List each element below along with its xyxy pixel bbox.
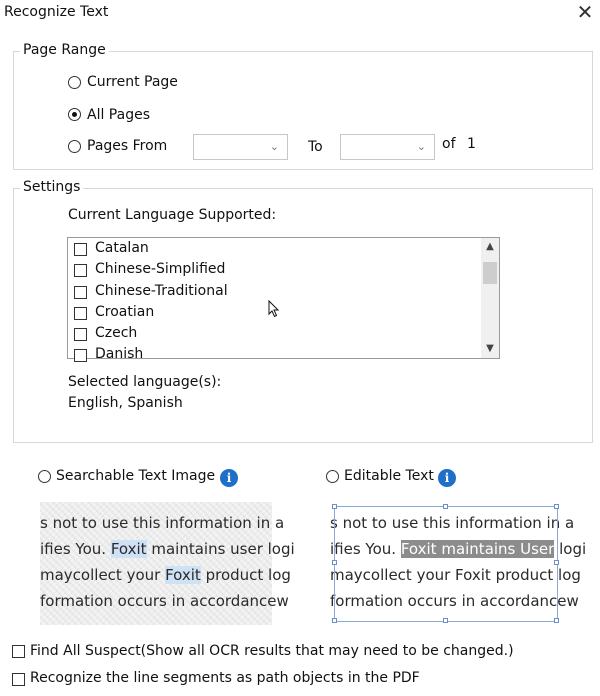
preview-text: logi [554, 540, 587, 558]
pages-from-select[interactable] [193, 134, 288, 160]
preview-line: formation occurs in accordancew [40, 592, 289, 610]
editable-preview-image [330, 502, 587, 625]
find-all-suspect-label[interactable]: Find All Suspect(Show all OCR results that may need to be changed.) [30, 643, 514, 659]
selection-handle [554, 504, 559, 509]
searchable-text-image-label[interactable]: Searchable Text Image [56, 468, 216, 484]
preview-text: product log [200, 566, 291, 584]
preview-line: maycollect your Foxit product log [330, 566, 581, 584]
languages-header: Current Language Supported: [68, 207, 277, 223]
chevron-down-icon: ⌄ [416, 140, 426, 153]
selection-handle [554, 618, 559, 623]
language-checkbox[interactable] [74, 349, 87, 362]
selected-languages-value: English, Spanish [68, 395, 183, 411]
total-pages-value: 1 [467, 136, 476, 152]
settings-legend: Settings [20, 179, 83, 195]
preview-highlight: Foxit [165, 566, 201, 584]
language-checkbox[interactable] [74, 243, 87, 256]
language-checkbox[interactable] [74, 307, 87, 320]
close-icon[interactable]: ✕ [576, 0, 594, 24]
editable-text-radio[interactable] [326, 470, 339, 483]
find-all-suspect-checkbox[interactable] [12, 645, 25, 658]
all-pages-label[interactable]: All Pages [87, 107, 150, 123]
mouse-pointer-icon [268, 300, 280, 318]
line-segments-checkbox[interactable] [12, 673, 25, 686]
selected-languages-header: Selected language(s): [68, 374, 222, 390]
preview-line: s not to use this information in a [330, 514, 575, 532]
preview-line: s not to use this information in a [40, 514, 285, 532]
chevron-down-icon: ⌄ [269, 140, 279, 153]
preview-line [40, 540, 295, 558]
pages-to-select[interactable] [340, 134, 435, 160]
scroll-up-arrow-icon[interactable]: ▲ [486, 241, 494, 252]
selection-handle [332, 618, 337, 623]
preview-text: maycollect your [40, 566, 166, 584]
pages-from-label[interactable]: Pages From [87, 138, 168, 154]
page-range-legend: Page Range [20, 42, 109, 58]
all-pages-radio[interactable] [68, 108, 81, 121]
line-segments-label[interactable]: Recognize the line segments as path objects in the PDF [30, 670, 420, 686]
scroll-down-arrow-icon[interactable]: ▼ [486, 343, 494, 354]
preview-text: ifies You. [40, 540, 111, 558]
scroll-thumb[interactable] [483, 262, 497, 284]
language-checkbox[interactable] [74, 328, 87, 341]
language-scrollbar[interactable] [481, 238, 499, 358]
info-icon[interactable]: i [220, 469, 238, 487]
selection-handle [332, 560, 337, 565]
preview-text: maintains user logi [146, 540, 295, 558]
language-listbox[interactable] [67, 237, 500, 362]
selection-handle [443, 504, 448, 509]
preview-highlight: Foxit maintains User [400, 540, 555, 558]
editable-text-label[interactable]: Editable Text [344, 468, 434, 484]
language-label: Chinese-Simplified [95, 261, 226, 277]
pages-from-radio[interactable] [68, 140, 81, 153]
language-label: Chinese-Traditional [95, 283, 228, 299]
to-label: To [308, 139, 323, 155]
language-checkbox[interactable] [74, 264, 87, 277]
language-checkbox[interactable] [74, 286, 87, 299]
preview-line: formation occurs in accordancew [330, 592, 579, 610]
language-label: Danish [95, 346, 144, 362]
language-label: Czech [95, 325, 138, 341]
of-label: of [442, 136, 456, 152]
selection-handle [332, 504, 337, 509]
language-label: Catalan [95, 240, 149, 256]
selection-handle [443, 618, 448, 623]
preview-highlight: Foxit [110, 540, 147, 558]
searchable-preview-image [40, 502, 295, 625]
preview-line [40, 566, 291, 584]
current-page-label[interactable]: Current Page [87, 74, 178, 90]
preview-text: ifies You. [330, 540, 401, 558]
searchable-text-image-radio[interactable] [38, 470, 51, 483]
info-icon[interactable]: i [438, 469, 456, 487]
current-page-radio[interactable] [68, 76, 81, 89]
text-selection-box [334, 506, 558, 622]
dialog-title: Recognize Text [4, 4, 109, 20]
language-label: Croatian [95, 304, 155, 320]
selection-handle [554, 560, 559, 565]
